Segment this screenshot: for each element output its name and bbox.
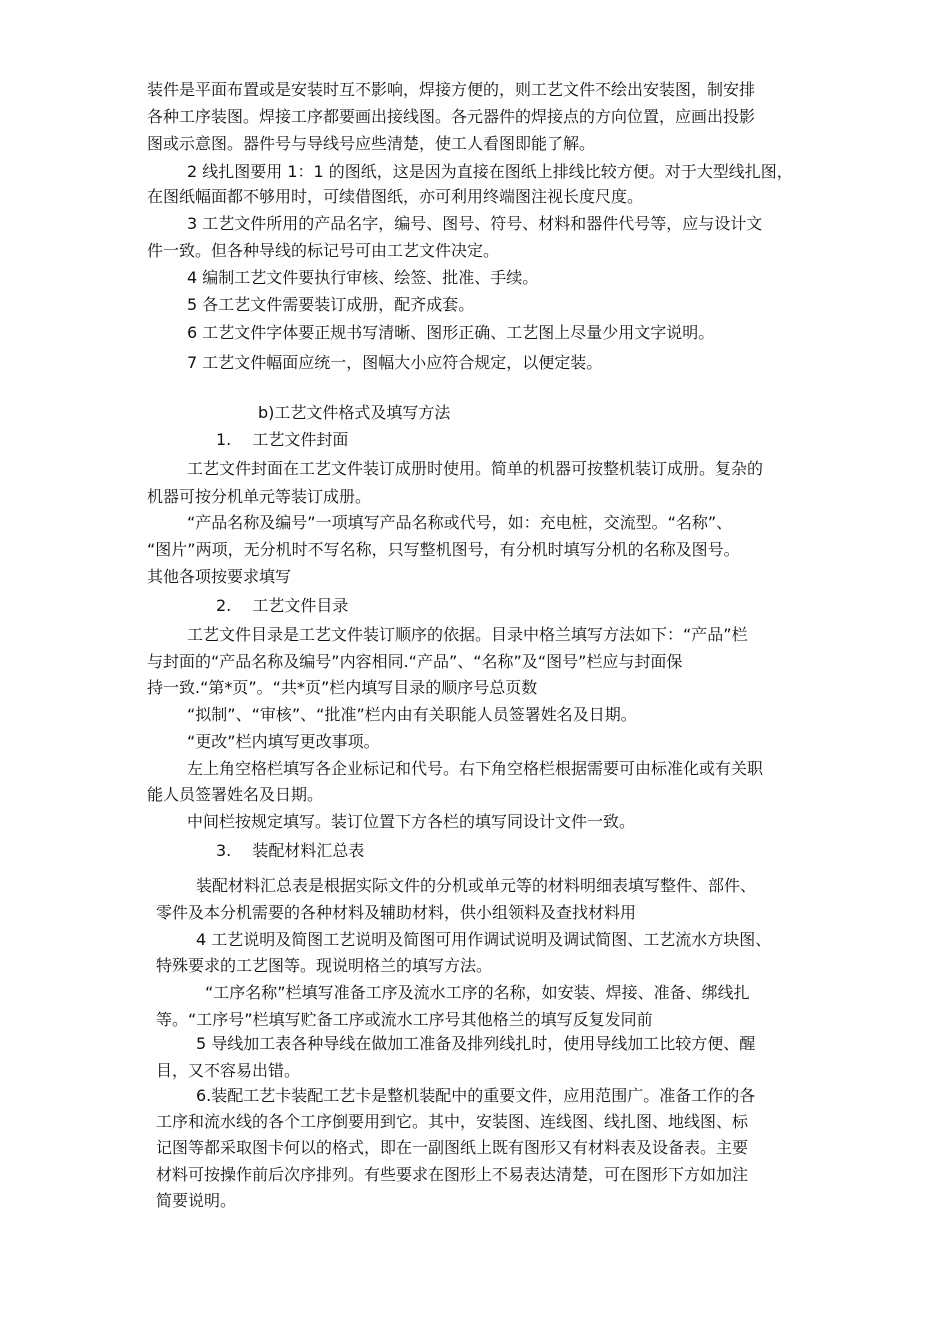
text-line: 件一致。但各种导线的标记号可由工艺文件决定。 — [147, 241, 500, 260]
text-line: 3 工艺文件所用的产品名字，编号、图号、符号、材料和器件代号等，应与设计文 — [187, 214, 763, 233]
text-line: 各种工序装图。焊接工序都要画出接线图。各元器件的焊接点的方向位置，应画出投影 — [147, 107, 756, 126]
text-line: 与封面的“产品名称及编号”内容相同.“产品”、“名称”及“图号”栏应与封面保 — [147, 652, 683, 671]
subsection-heading: 1. 工艺文件封面 — [216, 430, 349, 449]
text-line: 6 工艺文件字体要正规书写清晰、图形正确、工艺图上尽量少用文字说明。 — [187, 323, 715, 342]
text-line: 7 工艺文件幅面应统一，图幅大小应符合规定，以便定装。 — [187, 353, 603, 372]
text-line: 4 编制工艺文件要执行审核、绘签、批准、手续。 — [187, 268, 539, 287]
text-line: 图或示意图。器件号与导线号应些清楚，使工人看图即能了解。 — [147, 134, 596, 153]
subsection-heading: 3. 装配材料汇总表 — [216, 841, 365, 860]
text-line: 特殊要求的工艺图等。现说明格兰的填写方法。 — [156, 956, 493, 975]
text-line: “工序名称”栏填写准备工序及流水工序的名称，如安装、焊接、准备、绑线扎 — [205, 983, 750, 1002]
text-line: “更改”栏内填写更改事项。 — [187, 732, 380, 751]
text-line: 工艺文件封面在工艺文件装订成册时使用。简单的机器可按整机装订成册。复杂的 — [187, 459, 764, 478]
text-line: “图片”两项，无分机时不写名称，只写整机图号，有分机时填写分机的名称及图号。 — [147, 540, 740, 559]
text-line: 等。“工序号”栏填写贮备工序或流水工序号其他格兰的填写反复发同前 — [156, 1010, 653, 1029]
text-line: 装件是平面布置或是安装时互不影响，焊接方便的，则工艺文件不绘出安装图，制安排 — [147, 80, 756, 99]
text-line: 零件及本分机需要的各种材料及辅助材料，供小组领料及查找材料用 — [156, 903, 637, 922]
text-line: 目，又不容易出错。 — [156, 1061, 301, 1080]
text-line: 简要说明。 — [156, 1191, 237, 1210]
text-line: 5 各工艺文件需要装订成册，配齐成套。 — [187, 295, 475, 314]
subsection-heading: 2. 工艺文件目录 — [216, 596, 349, 615]
text-line: 在图纸幅面都不够用时，可续借图纸，亦可利用终端图注视长度尺度。 — [147, 187, 644, 206]
text-line: 左上角空格栏填写各企业标记和代号。右下角空格栏根据需要可由标准化或有关职 — [187, 759, 764, 778]
text-line: 其他各项按要求填写 — [147, 567, 292, 586]
text-line: 装配材料汇总表是根据实际文件的分机或单元等的材料明细表填写整件、部件、 — [196, 876, 757, 895]
text-line: 工艺文件目录是工艺文件装订顺序的依据。目录中格兰填写方法如下：“产品”栏 — [187, 625, 748, 644]
text-line: 材料可按操作前后次序排列。有些要求在图形上不易表达清楚，可在图形下方如加注 — [156, 1165, 749, 1184]
text-line: 记图等都采取图卡何以的格式，即在一副图纸上既有图形又有材料表及设备表。主要 — [156, 1138, 749, 1157]
text-line: 能人员签署姓名及日期。 — [147, 785, 324, 804]
text-line: 工序和流水线的各个工序倒要用到它。其中，安装图、连线图、线扎图、地线图、标 — [156, 1112, 749, 1131]
text-line: 持一致.“第*页”。“共*页”栏内填写目录的顺序号总页数 — [147, 678, 538, 697]
text-line: 4 工艺说明及简图工艺说明及简图可用作调试说明及调试简图、工艺流水方块图、 — [196, 930, 772, 949]
text-line: 机器可按分机单元等装订成册。 — [147, 487, 372, 506]
text-line: “产品名称及编号”一项填写产品名称或代号，如：充电桩，交流型。“名称”、 — [187, 513, 733, 532]
text-line: 2 线扎图要用 1：1 的图纸，这是因为直接在图纸上排线比较方便。对于大型线扎图， — [187, 162, 793, 181]
section-heading: b)工艺文件格式及填写方法 — [258, 403, 451, 422]
text-line: 6.装配工艺卡装配工艺卡是整机装配中的重要文件，应用范围广。准备工作的各 — [196, 1086, 756, 1105]
text-line: 5 导线加工表各种导线在做加工准备及排列线扎时，使用导线加工比较方便、醒 — [196, 1034, 756, 1053]
text-line: 中间栏按规定填写。装订位置下方各栏的填写同设计文件一致。 — [187, 812, 636, 831]
text-line: “拟制”、“审核”、“批准”栏内由有关职能人员签署姓名及日期。 — [187, 705, 637, 724]
